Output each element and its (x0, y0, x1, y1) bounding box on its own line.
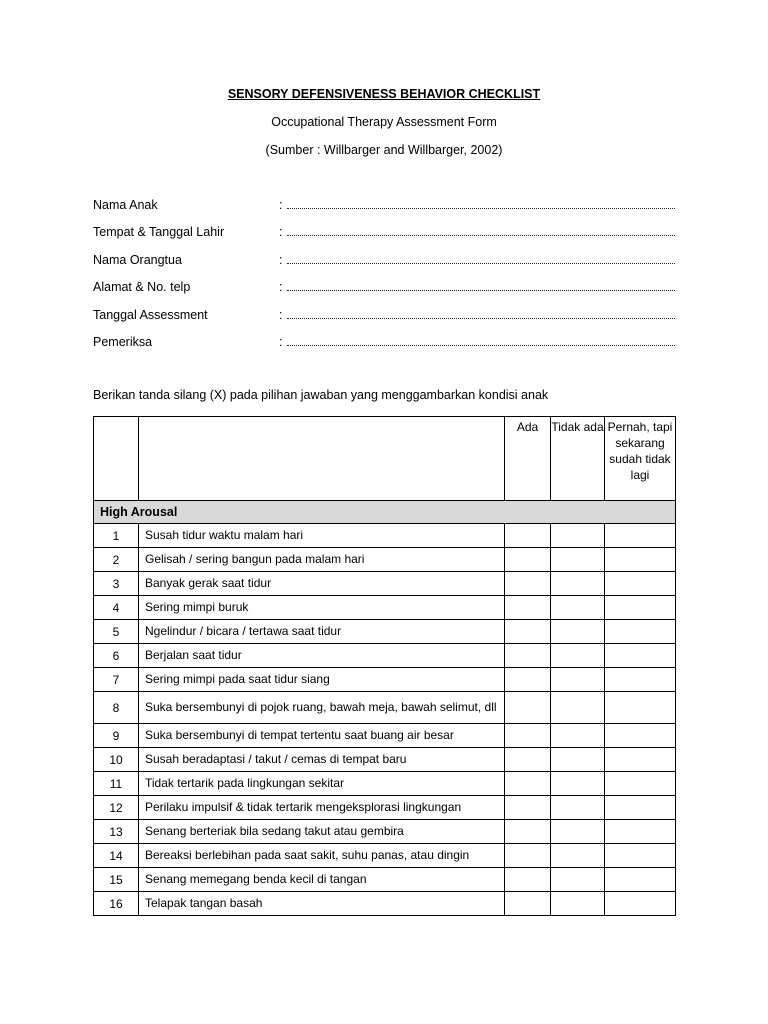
answer-pernah-cell[interactable] (605, 596, 676, 620)
section-title: High Arousal (94, 501, 676, 524)
row-item-text: Suka bersembunyi di tempat tertentu saat buang air besar (139, 724, 505, 748)
field-colon: : (279, 280, 283, 295)
row-item-text: Gelisah / sering bangun pada malam hari (139, 548, 505, 572)
row-number: 1 (94, 524, 139, 548)
answer-tidak-ada-cell[interactable] (551, 844, 605, 868)
field-colon: : (279, 225, 283, 240)
field-tanggal-assessment[interactable] (93, 306, 675, 333)
field-nama-anak[interactable] (93, 196, 675, 223)
field-pemeriksa[interactable] (93, 333, 675, 360)
row-number: 10 (94, 748, 139, 772)
answer-pernah-cell[interactable] (605, 772, 676, 796)
answer-ada-cell[interactable] (505, 724, 551, 748)
answer-tidak-ada-cell[interactable] (551, 892, 605, 916)
table-row (94, 548, 676, 572)
answer-tidak-ada-cell[interactable] (551, 868, 605, 892)
header-pernah: Pernah, tapi sekarang sudah tidak lagi (605, 417, 676, 501)
row-number: 2 (94, 548, 139, 572)
answer-tidak-ada-cell[interactable] (551, 644, 605, 668)
answer-pernah-cell[interactable] (605, 748, 676, 772)
answer-tidak-ada-cell[interactable] (551, 548, 605, 572)
answer-pernah-cell[interactable] (605, 644, 676, 668)
field-colon: : (279, 334, 283, 349)
answer-ada-cell[interactable] (505, 844, 551, 868)
answer-tidak-ada-cell[interactable] (551, 772, 605, 796)
form-subtitle: Occupational Therapy Assessment Form (271, 115, 497, 129)
header-tidak-ada: Tidak ada (551, 417, 605, 501)
answer-pernah-cell[interactable] (605, 820, 676, 844)
table-row (94, 844, 676, 868)
answer-ada-cell[interactable] (505, 548, 551, 572)
table-row (94, 796, 676, 820)
row-number: 4 (94, 596, 139, 620)
answer-tidak-ada-cell[interactable] (551, 620, 605, 644)
answer-tidak-ada-cell[interactable] (551, 692, 605, 724)
field-fill-line[interactable] (287, 208, 675, 209)
answer-pernah-cell[interactable] (605, 796, 676, 820)
answer-tidak-ada-cell[interactable] (551, 668, 605, 692)
table-row (94, 772, 676, 796)
answer-ada-cell[interactable] (505, 796, 551, 820)
row-number: 13 (94, 820, 139, 844)
row-item-text: Sering mimpi buruk (139, 596, 505, 620)
row-number: 6 (94, 644, 139, 668)
row-number: 16 (94, 892, 139, 916)
field-fill-line[interactable] (287, 345, 675, 346)
table-row (94, 620, 676, 644)
field-label: Nama Anak (93, 198, 158, 212)
field-label: Tempat & Tanggal Lahir (93, 225, 225, 240)
row-number: 5 (94, 620, 139, 644)
header-no-cell (94, 417, 139, 501)
table-header-row (94, 417, 676, 501)
answer-tidak-ada-cell[interactable] (551, 572, 605, 596)
row-item-text: Perilaku impulsif & tidak tertarik mengeksplorasi lingkungan (139, 796, 505, 820)
header-ada: Ada (505, 417, 551, 501)
row-number: 8 (94, 692, 139, 724)
answer-pernah-cell[interactable] (605, 892, 676, 916)
answer-pernah-cell[interactable] (605, 868, 676, 892)
row-number: 3 (94, 572, 139, 596)
field-fill-line[interactable] (287, 318, 675, 319)
answer-ada-cell[interactable] (505, 868, 551, 892)
table-row (94, 596, 676, 620)
answer-ada-cell[interactable] (505, 596, 551, 620)
row-item-text: Susah beradaptasi / takut / cemas di tempat baru (139, 748, 505, 772)
answer-ada-cell[interactable] (505, 892, 551, 916)
field-nama-orangtua[interactable] (93, 251, 675, 278)
answer-ada-cell[interactable] (505, 692, 551, 724)
answer-ada-cell[interactable] (505, 572, 551, 596)
table-row (94, 748, 676, 772)
field-label: Tanggal Assessment (93, 307, 208, 322)
field-fill-line[interactable] (287, 235, 675, 236)
field-label: Pemeriksa (93, 334, 153, 349)
section-row (94, 501, 676, 524)
row-item-text: Susah tidur waktu malam hari (139, 524, 505, 548)
table-row (94, 892, 676, 916)
answer-pernah-cell[interactable] (605, 844, 676, 868)
field-tempat-tanggal-lahir[interactable] (93, 223, 675, 250)
row-number: 9 (94, 724, 139, 748)
answer-pernah-cell[interactable] (605, 620, 676, 644)
field-colon: : (279, 252, 283, 267)
field-alamat-telp[interactable] (93, 278, 675, 305)
answer-tidak-ada-cell[interactable] (551, 724, 605, 748)
table-row (94, 668, 676, 692)
header-item-cell (139, 417, 505, 501)
field-colon: : (279, 307, 283, 322)
answer-ada-cell[interactable] (505, 524, 551, 548)
answer-ada-cell[interactable] (505, 668, 551, 692)
row-number: 11 (94, 772, 139, 796)
field-colon: : (279, 198, 283, 212)
answer-pernah-cell[interactable] (605, 668, 676, 692)
table-row (94, 724, 676, 748)
answer-tidak-ada-cell[interactable] (551, 748, 605, 772)
field-label: Alamat & No. telp (93, 280, 191, 295)
row-item-text: Tidak tertarik pada lingkungan sekitar (139, 772, 505, 796)
row-item-text: Ngelindur / bicara / tertawa saat tidur (139, 620, 505, 644)
answer-ada-cell[interactable] (505, 620, 551, 644)
answer-tidak-ada-cell[interactable] (551, 596, 605, 620)
table-row (94, 524, 676, 548)
answer-ada-cell[interactable] (505, 820, 551, 844)
table-row (94, 572, 676, 596)
answer-pernah-cell[interactable] (605, 724, 676, 748)
table-row (94, 644, 676, 668)
answer-tidak-ada-cell[interactable] (551, 796, 605, 820)
row-number: 7 (94, 668, 139, 692)
answer-pernah-cell[interactable] (605, 572, 676, 596)
answer-ada-cell[interactable] (505, 644, 551, 668)
row-item-text: Senang memegang benda kecil di tangan (139, 868, 505, 892)
answer-ada-cell[interactable] (505, 772, 551, 796)
field-fill-line[interactable] (287, 263, 675, 264)
answer-tidak-ada-cell[interactable] (551, 524, 605, 548)
row-item-text: Senang berteriak bila sedang takut atau gembira (139, 820, 505, 844)
answer-ada-cell[interactable] (505, 748, 551, 772)
row-item-text: Telapak tangan basah (139, 892, 505, 916)
row-item-text: Banyak gerak saat tidur (139, 572, 505, 596)
table-row (94, 820, 676, 844)
identity-fields (93, 196, 675, 360)
instruction-text: Berikan tanda silang (X) pada pilihan jawaban yang menggambarkan kondisi anak (93, 388, 549, 402)
answer-pernah-cell[interactable] (605, 692, 676, 724)
row-number: 14 (94, 844, 139, 868)
answer-pernah-cell[interactable] (605, 548, 676, 572)
row-item-text: Berjalan saat tidur (139, 644, 505, 668)
checklist-table (93, 416, 676, 916)
table-row (94, 692, 676, 724)
row-item-text: Suka bersembunyi di pojok ruang, bawah meja, bawah selimut, dll (139, 692, 505, 724)
table-row (94, 868, 676, 892)
row-number: 12 (94, 796, 139, 820)
field-label: Nama Orangtua (93, 252, 182, 267)
answer-pernah-cell[interactable] (605, 524, 676, 548)
form-source: (Sumber : Willbarger and Willbarger, 2002) (265, 143, 503, 157)
form-title: SENSORY DEFENSIVENESS BEHAVIOR CHECKLIST (227, 87, 541, 101)
row-item-text: Bereaksi berlebihan pada saat sakit, suhu panas, atau dingin (139, 844, 505, 868)
row-item-text: Sering mimpi pada saat tidur siang (139, 668, 505, 692)
answer-tidak-ada-cell[interactable] (551, 820, 605, 844)
field-fill-line[interactable] (287, 290, 675, 291)
row-number: 15 (94, 868, 139, 892)
